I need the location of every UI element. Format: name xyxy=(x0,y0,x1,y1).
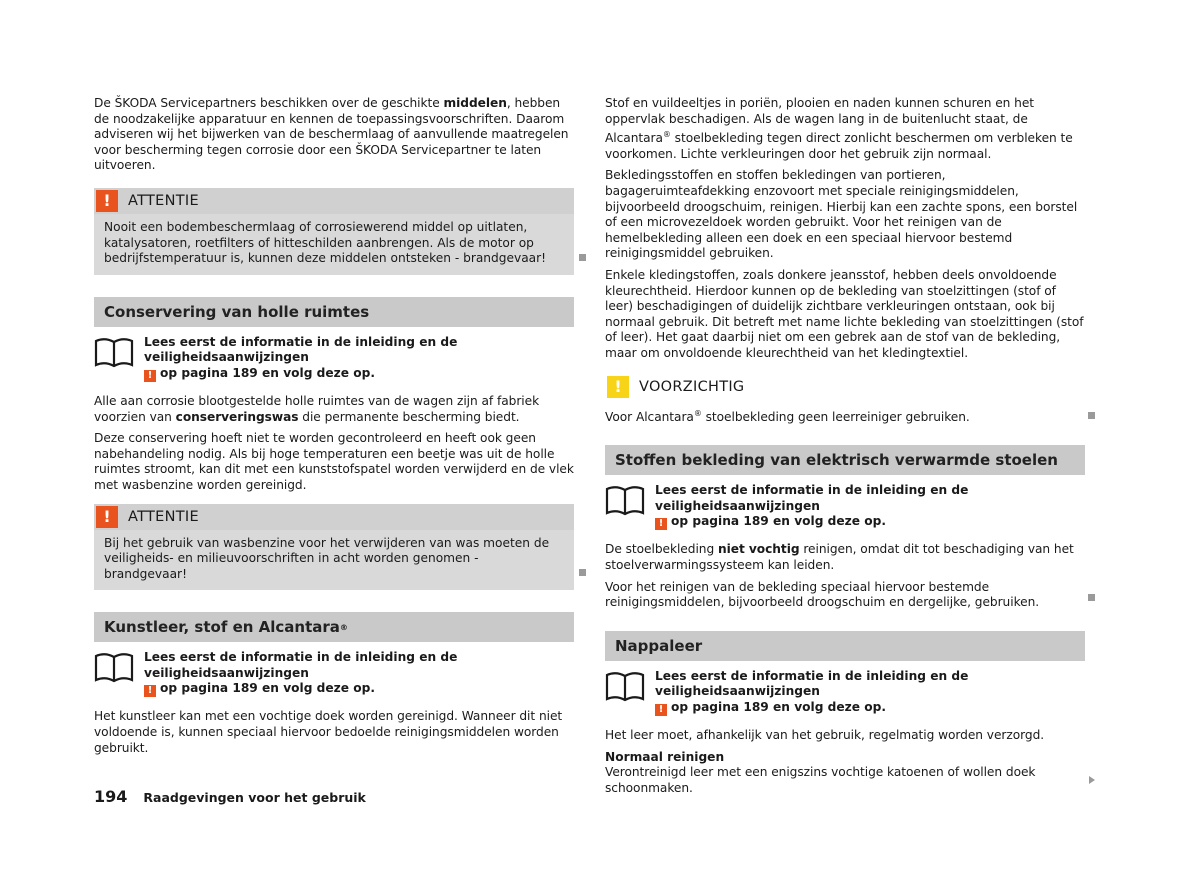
reference-line-2-wrap xyxy=(655,700,1085,716)
caution-box xyxy=(605,374,1085,426)
registered-mark: ® xyxy=(662,130,671,140)
reference-line-2-wrap xyxy=(144,681,574,697)
paragraph: Het kunstleer kan met een vochtige doek worden gereinigd. Wanneer dit niet voldoende is, kunnen speciaal hiervoor bedoelde reinigingsmiddelen worden gebruikt. xyxy=(94,709,563,755)
end-marker-icon xyxy=(1088,594,1095,601)
reference-line-2-wrap xyxy=(144,366,574,382)
reference-note xyxy=(94,650,574,697)
caution-title: VOORZICHTIG xyxy=(639,378,745,395)
text: stoelbekleding tegen direct zonlicht beschermen om verbleken te voorkomen. Lichte verkleuringen door het gebruik zijn normaal. xyxy=(605,131,1073,161)
warning-body: Nooit een bodembeschermlaag of corrosiewerend middel op uitlaten, katalysatoren, roetfilters of hitteschilden aanbrengen. Als de motor op bedrijfstemperatuur is, kunnen deze middelen ontsteken - brandgevaar! xyxy=(104,219,547,266)
registered-mark: ® xyxy=(693,408,702,418)
text: De stoelbekleding xyxy=(605,542,718,557)
sub-heading: Normaal reinigen xyxy=(605,749,725,764)
paragraph: Deze conservering hoeft niet te worden gecontroleerd en heeft ook geen nabehandeling nodig. Als bij hoge temperaturen een beetje was uit de holle ruimtes stroomt, kan dit met een kunststofspatel worden verwijderd en de vlek met wasbenzine worden gereinigd. xyxy=(94,431,574,492)
reference-note xyxy=(605,483,1085,530)
warning-box-1 xyxy=(94,188,574,275)
intro-text-bold: middelen xyxy=(443,96,507,110)
reference-note xyxy=(94,335,574,382)
paragraph: Voor het reinigen van de bekleding speciaal hiervoor bestemde reinigingsmiddelen, bijvoorbeeld droogschuim en dergelijke, gebruiken. xyxy=(605,579,1040,610)
warning-box-2 xyxy=(94,504,574,591)
reference-text xyxy=(144,335,574,382)
bold-text: conserveringswas xyxy=(175,409,299,424)
intro-text-a: De ŠKODA Servicepartners beschikken over de geschikte xyxy=(94,96,444,110)
manual-book-icon xyxy=(94,335,134,369)
reference-line-1: Lees eerst de informatie in de inleiding en de veiligheidsaanwijzingen xyxy=(144,334,458,365)
reference-text xyxy=(144,650,574,697)
page-footer xyxy=(94,787,366,806)
paragraph: Verontreinigd leer met een enigszins vochtige katoenen of wollen doek schoonmaken. xyxy=(605,765,1036,795)
right-column xyxy=(605,96,1085,802)
warning-title: ATTENTIE xyxy=(128,508,199,525)
paragraph xyxy=(605,96,1085,162)
manual-book-icon xyxy=(94,650,134,684)
text: reinigen, omdat dit tot beschadiging van het stoelverwarmingssysteem kan leiden. xyxy=(605,542,1074,572)
left-column xyxy=(94,96,574,762)
end-marker-icon xyxy=(579,254,586,261)
continue-arrow-icon xyxy=(1089,776,1095,784)
paragraph-wrap xyxy=(605,765,1085,796)
paragraph: Enkele kledingstoffen, zoals donkere jeansstof, hebben deels onvoldoende kleurechtheid. Hierdoor kunnen op de bekleding van stoelzittingen (stof of leer) beschadigingen of duidelijk zichtbare verkleuringen ontstaan, ook bij normaal gebruik. Dit betreft met name lichte bekleding van stoelzittingen (stof of leer). Het gaat daarbij niet om een gebrek aan de stof van de bekleding, maar om onvoldoende kleurechtheid van het kledingtextiel. xyxy=(605,268,1084,360)
reference-line-1: Lees eerst de informatie in de inleiding en de veiligheidsaanwijzingen xyxy=(655,483,969,513)
caution-icon: ! xyxy=(607,376,629,398)
reference-line-2[interactable]: op pagina 189 en volg deze op. xyxy=(671,514,886,529)
reference-line-2[interactable]: op pagina 189 en volg deze op. xyxy=(160,681,375,696)
warning-icon: ! xyxy=(655,704,667,716)
paragraph: Bekledingsstoffen en stoffen bekledingen van portieren, bagageruimteafdekking enzovoort met speciale reinigingsmiddelen, bijvoorbeeld droogschuim, reinigen. Hierbij kan een zachte spons, een borstel of een microvezeldoek worden gebruikt. Voor het reinigen van de hemelbekleding alleen een doek en een speciaal hiervoor bestemd reinigingsmiddel gebruiken. xyxy=(605,168,1078,261)
caution-body xyxy=(605,406,1085,426)
registered-mark: ® xyxy=(339,622,348,632)
section-title-stoffen-bekleding: Stoffen bekleding van elektrisch verwarmde stoelen xyxy=(605,445,1085,475)
text: Voor Alcantara xyxy=(605,409,694,424)
reference-line-1: Lees eerst de informatie in de inleiding en de veiligheidsaanwijzingen xyxy=(144,650,458,680)
end-marker-icon xyxy=(1088,412,1095,419)
text: Alle aan corrosie blootgestelde holle ruimtes van de wagen zijn af fabriek voorzien van xyxy=(94,393,540,424)
text: Stof en vuildeeltjes in poriën, plooien en naden kunnen schuren en het oppervlak beschadigen. Als de wagen lang in de buitenlucht staat, de Alcantara xyxy=(605,96,1035,146)
warning-header xyxy=(94,504,574,530)
section-title-text: Kunstleer, stof en Alcantara xyxy=(104,618,340,637)
reference-text xyxy=(655,669,1085,716)
paragraph xyxy=(605,542,1085,573)
reference-line-1: Lees eerst de informatie in de inleiding en de veiligheidsaanwijzingen xyxy=(655,668,969,699)
manual-book-icon xyxy=(605,483,645,517)
section-title-kunstleer xyxy=(94,612,574,642)
page-number: 194 xyxy=(94,787,128,806)
warning-title: ATTENTIE xyxy=(128,192,199,209)
manual-book-icon xyxy=(605,669,645,703)
warning-icon: ! xyxy=(144,685,156,697)
bold-text: niet vochtig xyxy=(717,542,800,557)
section-title-holle-ruimtes: Conservering van holle ruimtes xyxy=(94,297,574,327)
reference-text xyxy=(655,483,1085,530)
text: die permanente bescherming biedt. xyxy=(298,409,520,424)
intro-paragraph xyxy=(94,96,574,174)
warning-icon: ! xyxy=(144,370,156,382)
paragraph-wrap xyxy=(605,580,1085,611)
intro-text-c: , hebben de noodzakelijke apparatuur en kennen de toepassingsvoorschriften. Daarom adviseren wij het bijwerken van de beschermlaag of aanvullende maatregelen voor bescherming tegen corrosie door een ŠKODA Servicepartner te laten uitvoeren. xyxy=(94,96,569,173)
text: stoelbekleding geen leerreiniger gebruiken. xyxy=(701,409,970,424)
section-title-nappaleer: Nappaleer xyxy=(605,631,1085,661)
caution-header xyxy=(605,374,1085,400)
paragraph: Het leer moet, afhankelijk van het gebruik, regelmatig worden verzorgd. xyxy=(605,727,1045,742)
reference-line-2[interactable]: op pagina 189 en volg deze op. xyxy=(160,365,375,380)
reference-note xyxy=(605,669,1085,716)
warning-body: Bij het gebruik van wasbenzine voor het verwijderen van was moeten de veiligheids- en milieuvoorschriften in acht worden genomen - brandgevaar! xyxy=(104,535,550,581)
warning-header xyxy=(94,188,574,214)
warning-icon: ! xyxy=(655,518,667,530)
warning-icon: ! xyxy=(96,506,118,528)
footer-title: Raadgevingen voor het gebruik xyxy=(143,790,366,805)
paragraph xyxy=(94,394,574,425)
reference-line-2-wrap xyxy=(655,514,1085,530)
end-marker-icon xyxy=(579,569,586,576)
warning-icon: ! xyxy=(96,190,118,212)
reference-line-2[interactable]: op pagina 189 en volg deze op. xyxy=(671,699,886,714)
